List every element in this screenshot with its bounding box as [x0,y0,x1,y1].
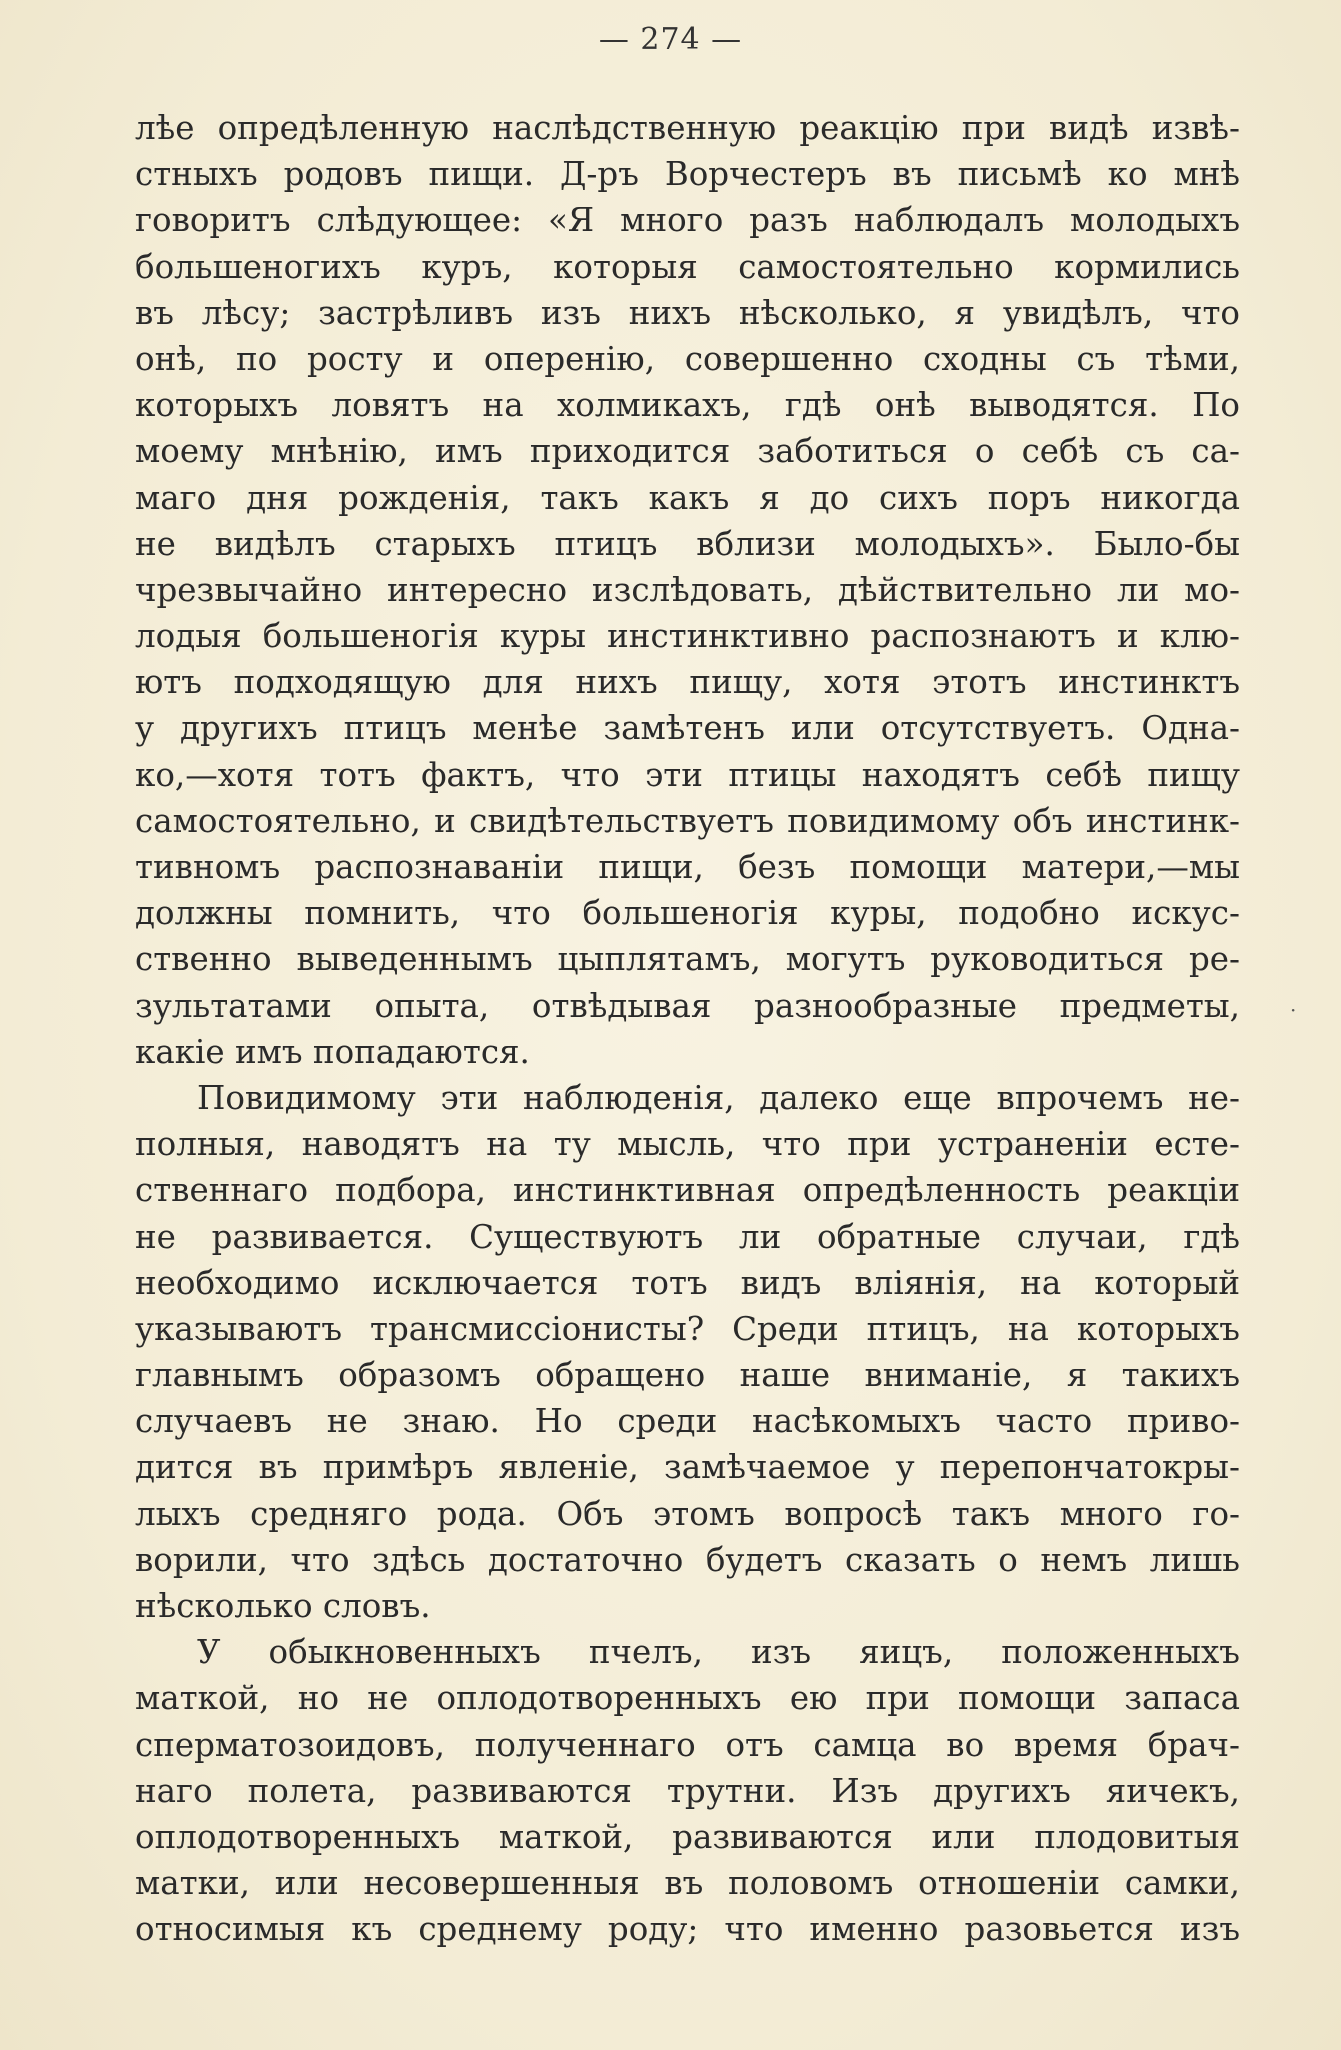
text-line: ственнаго подбора, инстинктивная опредѣленность реакціи [135,1171,1240,1210]
text-line: наго полета, развиваются трутни. Изъ другихъ яичекъ, [135,1771,1240,1810]
text-line: зультатами опыта, отвѣдывая разнообразные предметы, [135,986,1240,1025]
text-line: стныхъ родовъ пищи. Д-ръ Ворчестеръ въ письмѣ ко мнѣ [135,155,1240,194]
text-line: онѣ, по росту и оперенію, совершенно сходны съ тѣми, [135,339,1240,378]
text-line: большеногихъ куръ, которыя самостоятельно кормились [135,247,1240,286]
text-line: полныя, наводятъ на ту мысль, что при устраненіи есте- [135,1125,1240,1164]
text-line: тивномъ распознаваніи пищи, безъ помощи матери,—мы [135,848,1240,886]
body-text [135,105,1240,1953]
text-line: которыхъ ловятъ на холмикахъ, гдѣ онѣ выводятся. По [135,386,1240,425]
text-line: лѣе опредѣленную наслѣдственную реакцію при видѣ извѣ- [135,109,1240,147]
paragraph-start-line: Повидимому эти наблюденія, далеко еще впрочемъ не- [197,1078,1240,1117]
paragraph-end-line: нѣсколько словъ. [135,1587,431,1625]
text-line: необходимо исключается тотъ видъ вліянія, на который [135,1263,1240,1302]
text-line: моему мнѣнію, имъ приходится заботиться о себѣ съ са- [135,432,1240,471]
text-line: ственно выведеннымъ цыплятамъ, могутъ руководиться ре- [135,940,1240,979]
text-line: ко,—хотя тотъ фактъ, что эти птицы находятъ себѣ пищу [135,755,1240,794]
text-line: относимыя къ среднему роду; что именно разовьется изъ [135,1910,1240,1949]
text-line: ютъ подходящую для нихъ пищу, хотя этотъ инстинктъ [135,663,1240,702]
text-line: ворили, что здѣсь достаточно будетъ сказать о немъ лишь [135,1540,1240,1579]
text-line: въ лѣсу; застрѣливъ изъ нихъ нѣсколько, я увидѣлъ, что [135,293,1240,332]
text-line: не развивается. Существуютъ ли обратные случаи, гдѣ [135,1217,1240,1256]
text-line: дится въ примѣръ явленіе, замѣчаемое у перепончатокры- [135,1448,1240,1487]
text-line: не видѣлъ старыхъ птицъ вблизи молодыхъ». Было-бы [135,524,1240,563]
margin-mark: · [1290,998,1297,1022]
text-line: чрезвычайно интересно изслѣдовать, дѣйствительно ли мо- [135,570,1240,609]
text-line: оплодотворенныхъ маткой, развиваются или плодовитыя [135,1817,1240,1856]
paragraph-end-line: какіе имъ попадаются. [135,1032,530,1071]
text-line: маго дня рожденія, такъ какъ я до сихъ поръ никогда [135,478,1240,517]
text-line: случаевъ не знаю. Но среди насѣкомыхъ часто приво- [135,1402,1240,1441]
text-line: главнымъ образомъ обращено наше вниманіе, я такихъ [135,1356,1240,1395]
text-line: маткой, но не оплодотворенныхъ ею при помощи запаса [135,1679,1240,1718]
text-line: матки, или несовершенныя въ половомъ отношеніи самки, [135,1864,1240,1903]
text-line: указываютъ трансмиссіонисты? Среди птицъ, на которыхъ [135,1309,1240,1348]
text-line: у другихъ птицъ менѣе замѣтенъ или отсутствуетъ. Одна- [135,709,1240,748]
text-line: самостоятельно, и свидѣтельствуетъ повидимому объ инстинк- [135,801,1240,840]
text-line: сперматозоидовъ, полученнаго отъ самца во время брач- [135,1725,1240,1764]
text-line: лодыя большеногія куры инстинктивно распознаютъ и клю- [135,617,1240,656]
text-line: должны помнить, что большеногія куры, подобно искус- [135,894,1240,933]
page-number: — 274 — [598,22,743,57]
paragraph-start-line: У обыкновенныхъ пчелъ, изъ яицъ, положенныхъ [197,1633,1240,1672]
text-line: говоритъ слѣдующее: «Я много разъ наблюдалъ молодыхъ [135,201,1240,240]
text-line: лыхъ средняго рода. Объ этомъ вопросѣ такъ много го- [135,1494,1240,1533]
